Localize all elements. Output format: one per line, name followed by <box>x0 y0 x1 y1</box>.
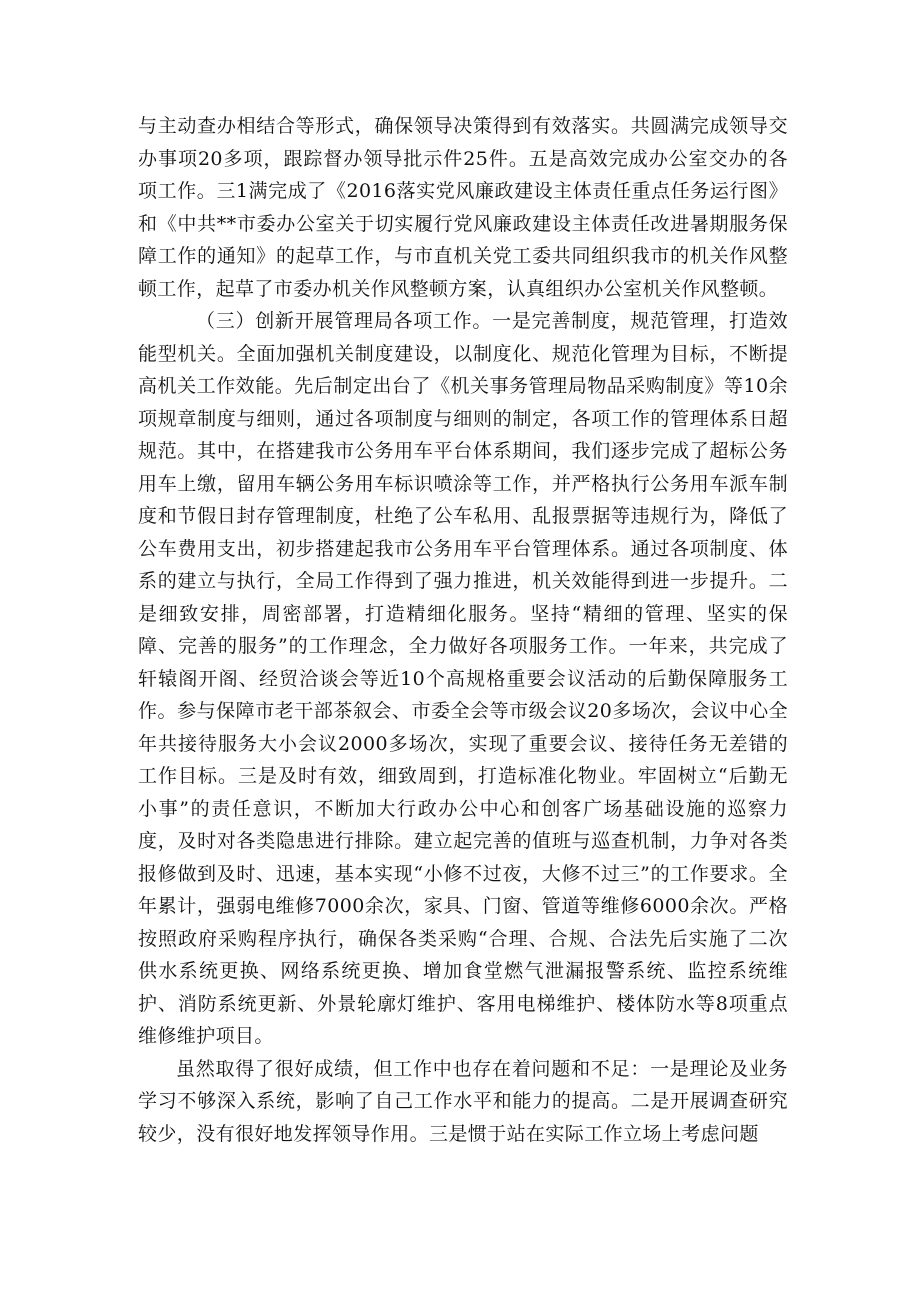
document-page <box>138 110 788 1150</box>
paragraph-shortcomings: 虽然取得了很好成绩，但工作中也存在着问题和不足：一是理论及业务学习不够深入系统，影响了自己工作水平和能力的提高。二是开展调查研究较少，没有很好地发挥领导作用。三是惯于站在实际工作立场上考虑问题 <box>138 1057 788 1145</box>
paragraph-office-work: 与主动查办相结合等形式，确保领导决策得到有效落实。共圆满完成领导交办事项20多项，跟踪督办领导批示件25件。五是高效完成办公室交办的各项工作。三1满完成了《2016落实党风廉政建设主体责任重点任务运行图》和《中共**市委办公室关于切实履行党风廉政建设主体责任改进暑期服务保障工作的通知》的起草工作，与市直机关党工委共同组织我市的机关作风整顿工作，起草了市委办机关作风整顿方案，认真组织办公室机关作风整顿。 <box>138 115 788 300</box>
paragraph-management-bureau: （三）创新开展管理局各项工作。一是完善制度，规范管理，打造效能型机关。全面加强机关制度建设，以制度化、规范化管理为目标，不断提高机关工作效能。先后制定出台了《机关事务管理局物品采购制度》等10余项规章制度与细则，通过各项制度与细则的制定，各项工作的管理体系日超规范。其中，在搭建我市公务用车平台体系期间，我们逐步完成了超标公务用车上缴，留用车辆公务用车标识喷涂等工作，并严格执行公务用车派车制度和节假日封存管理制度，杜绝了公车私用、乱报票据等违规行为，降低了公车费用支出，初步搭建起我市公务用车平台管理体系。通过各项制度、体系的建立与执行，全局工作得到了强力推进，机关效能得到进一步提升。二是细致安排，周密部署，打造精细化服务。坚持“精细的管理、坚实的保障、完善的服务”的工作理念，全力做好各项服务工作。一年来，共完成了轩辕阁开阁、经贸洽谈会等近10个高规格重要会议活动的后勤保障服务工作。参与保障市老干部茶叙会、市委全会等市级会议20多场次，会议中心全年共接待服务大小会议2000多场次，实现了重要会议、接待任务无差错的工作目标。三是及时有效，细致周到，打造标准化物业。牢固树立“后勤无小事”的责任意识，不断加大行政办公中心和创客广场基础设施的巡察力度，及时对各类隐患进行排除。建立起完善的值班与巡查机制，力争对各类报修做到及时、迅速，基本实现“小修不过夜，大修不过三”的工作要求。全年累计，强弱电维修7000余次，家具、门窗、管道等维修6000余次。严格按照政府采购程序执行，确保各类采购“合理、合规、合法先后实施了二次供水系统更换、网络系统更换、增加食堂燃气泄漏报警系统、监控系统维护、消防系统更新、外景轮廓灯维护、客用电梯维护、楼体防水等8项重点维修维护项目。 <box>138 310 788 1047</box>
